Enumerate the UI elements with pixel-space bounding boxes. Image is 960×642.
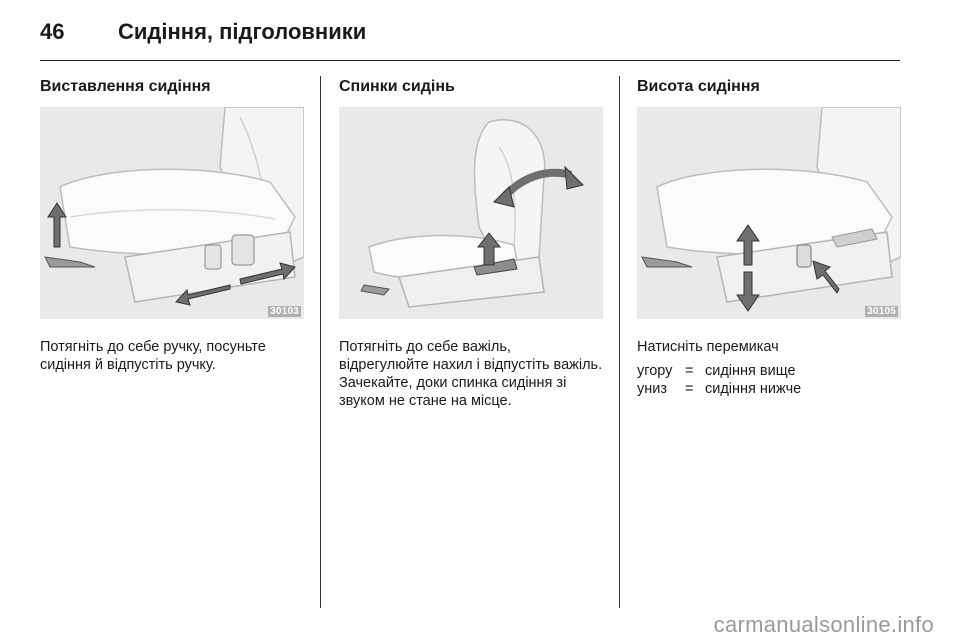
instruction-text: Потягніть до себе ручку, посуньте сидіння й відпустіть ручку. [40,339,266,373]
section-seat-height [637,76,901,398]
figure-code: 30103 [270,306,299,317]
instruction-text: Потягніть до себе важіль, відрегулюйте нахил і відпустіть важіль. Зачекайте, доки спинка сидіння зі звуком не стане на місце. [339,339,603,409]
option-row [637,380,901,398]
instruction-text: Натисніть перемикач [637,339,779,355]
section-seat-adjustment [40,76,304,374]
column-divider [619,76,620,608]
column-divider [320,76,321,608]
option-row [637,362,901,380]
option-value: сидіння вище [705,363,796,379]
seat-adjustment-illustration [40,107,304,319]
backrest-illustration [339,107,603,319]
option-equals: = [685,363,694,379]
backrest-drawing [339,107,603,319]
option-key: униз [637,381,668,397]
header-rule [40,60,900,61]
section-title: Спинки сидінь [339,78,455,95]
figure-code: 30105 [867,306,896,317]
section-title: Висота сидіння [637,78,760,95]
option-equals: = [685,381,694,397]
section-title: Виставлення сидіння [40,78,211,95]
option-key: угору [637,363,673,379]
height-drawing [637,107,901,319]
page-number: 46 [40,19,65,44]
seat-height-illustration [637,107,901,319]
options-list [637,362,901,398]
seat-drawing [40,107,304,319]
watermark-text: carmanualsonline.info [713,612,934,637]
option-value: сидіння нижче [705,381,802,397]
page-title: Сидіння, підголовники [118,19,367,44]
page-header [40,14,366,50]
section-backrest [339,76,603,410]
